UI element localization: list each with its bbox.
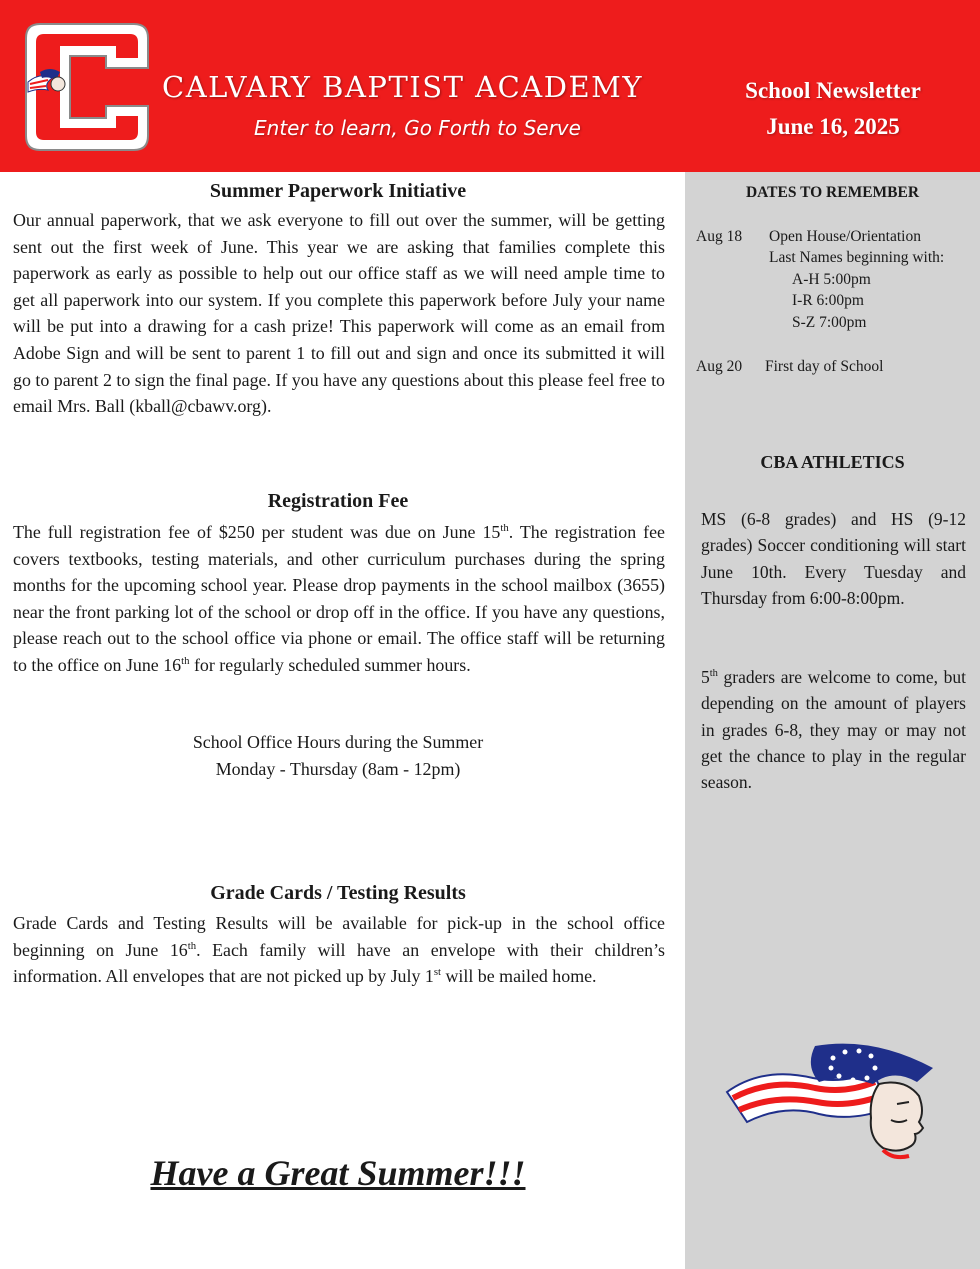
event1-slot-1: A-H 5:00pm bbox=[792, 271, 871, 288]
athletics-paragraph-1: MS (6-8 grades) and HS (9-12 grades) Soccer conditioning will start June 10th. Every Tuesday and Thursday from 6:00-8:00pm. bbox=[701, 509, 966, 608]
newsletter-title: School Newsletter bbox=[745, 78, 921, 103]
school-motto: Enter to learn, Go Forth to Serve bbox=[254, 116, 581, 140]
dates-heading: DATES TO REMEMBER bbox=[745, 184, 920, 201]
event1-slot-2: I-R 6:00pm bbox=[792, 292, 864, 309]
office-hours: Monday - Thursday (8am - 12pm) bbox=[215, 759, 461, 779]
event1-title: Open House/Orientation bbox=[769, 228, 921, 245]
athletics-heading: CBA ATHLETICS bbox=[760, 452, 905, 472]
event2-date: Aug 20 bbox=[696, 358, 743, 375]
newsletter-date: June 16, 2025 bbox=[766, 114, 900, 139]
registration-body: The full registration fee of $250 per student was due on June 15th. The registration fee covers textbooks, testing materials, and other curriculum purchases during the spring months for the upcoming school year. Please drop payments in the school mailbox (3655) near the front parking lot of the school or drop off in the office. If you have any questions, please reach out to the school office via phone or email. The office staff will be returning to the office on June 16th for regularly scheduled summer hours. bbox=[13, 522, 666, 675]
registration-title: Registration Fee bbox=[267, 490, 409, 512]
sidebar bbox=[685, 172, 980, 1269]
event2-title: First day of School bbox=[765, 358, 884, 375]
paperwork-body: Our annual paperwork, that we ask everyone to fill out over the summer, will be getting sent out the first week of June. This year we are asking that families complete this paperwork as early as possible to help out our office staff as we will need ample time to get all paperwork into our system. If you complete this paperwork before July your name will be put into a drawing for a cash prize! This paperwork will come as an email from Adobe Sign and will be sent to parent 1 to fill out and sign and once its submitted it will go to parent 2 to sign the final page. If you have any questions about this please feel free to email Mrs. Ball (kball@cbawv.org). bbox=[13, 210, 665, 417]
grades-body: Grade Cards and Testing Results will be available for pick-up in the school office beginning on June 16th. Each family will have an envelope with their children’s information. All envelopes that are not picked up by July 1st will be mailed home. bbox=[13, 913, 666, 987]
office-hours-title: School Office Hours during the Summer bbox=[192, 732, 484, 752]
paperwork-title: Summer Paperwork Initiative bbox=[209, 180, 467, 202]
event1-subtitle: Last Names beginning with: bbox=[769, 249, 945, 266]
c-logo-icon bbox=[22, 20, 152, 154]
header-banner bbox=[0, 0, 980, 172]
grades-title: Grade Cards / Testing Results bbox=[210, 882, 466, 904]
closing-message: Have a Great Summer!!! bbox=[150, 1153, 526, 1193]
patriot-mascot-icon bbox=[723, 1038, 937, 1162]
event1-date: Aug 18 bbox=[696, 228, 743, 245]
athletics-paragraph-2: 5th graders are welcome to come, but depending on the amount of players in grades 6-8, they may or may not get the chance to play in the regular season. bbox=[701, 667, 966, 793]
event1-slot-3: S-Z 7:00pm bbox=[792, 314, 867, 331]
school-name: CALVARY BAPTIST ACADEMY bbox=[162, 70, 643, 104]
